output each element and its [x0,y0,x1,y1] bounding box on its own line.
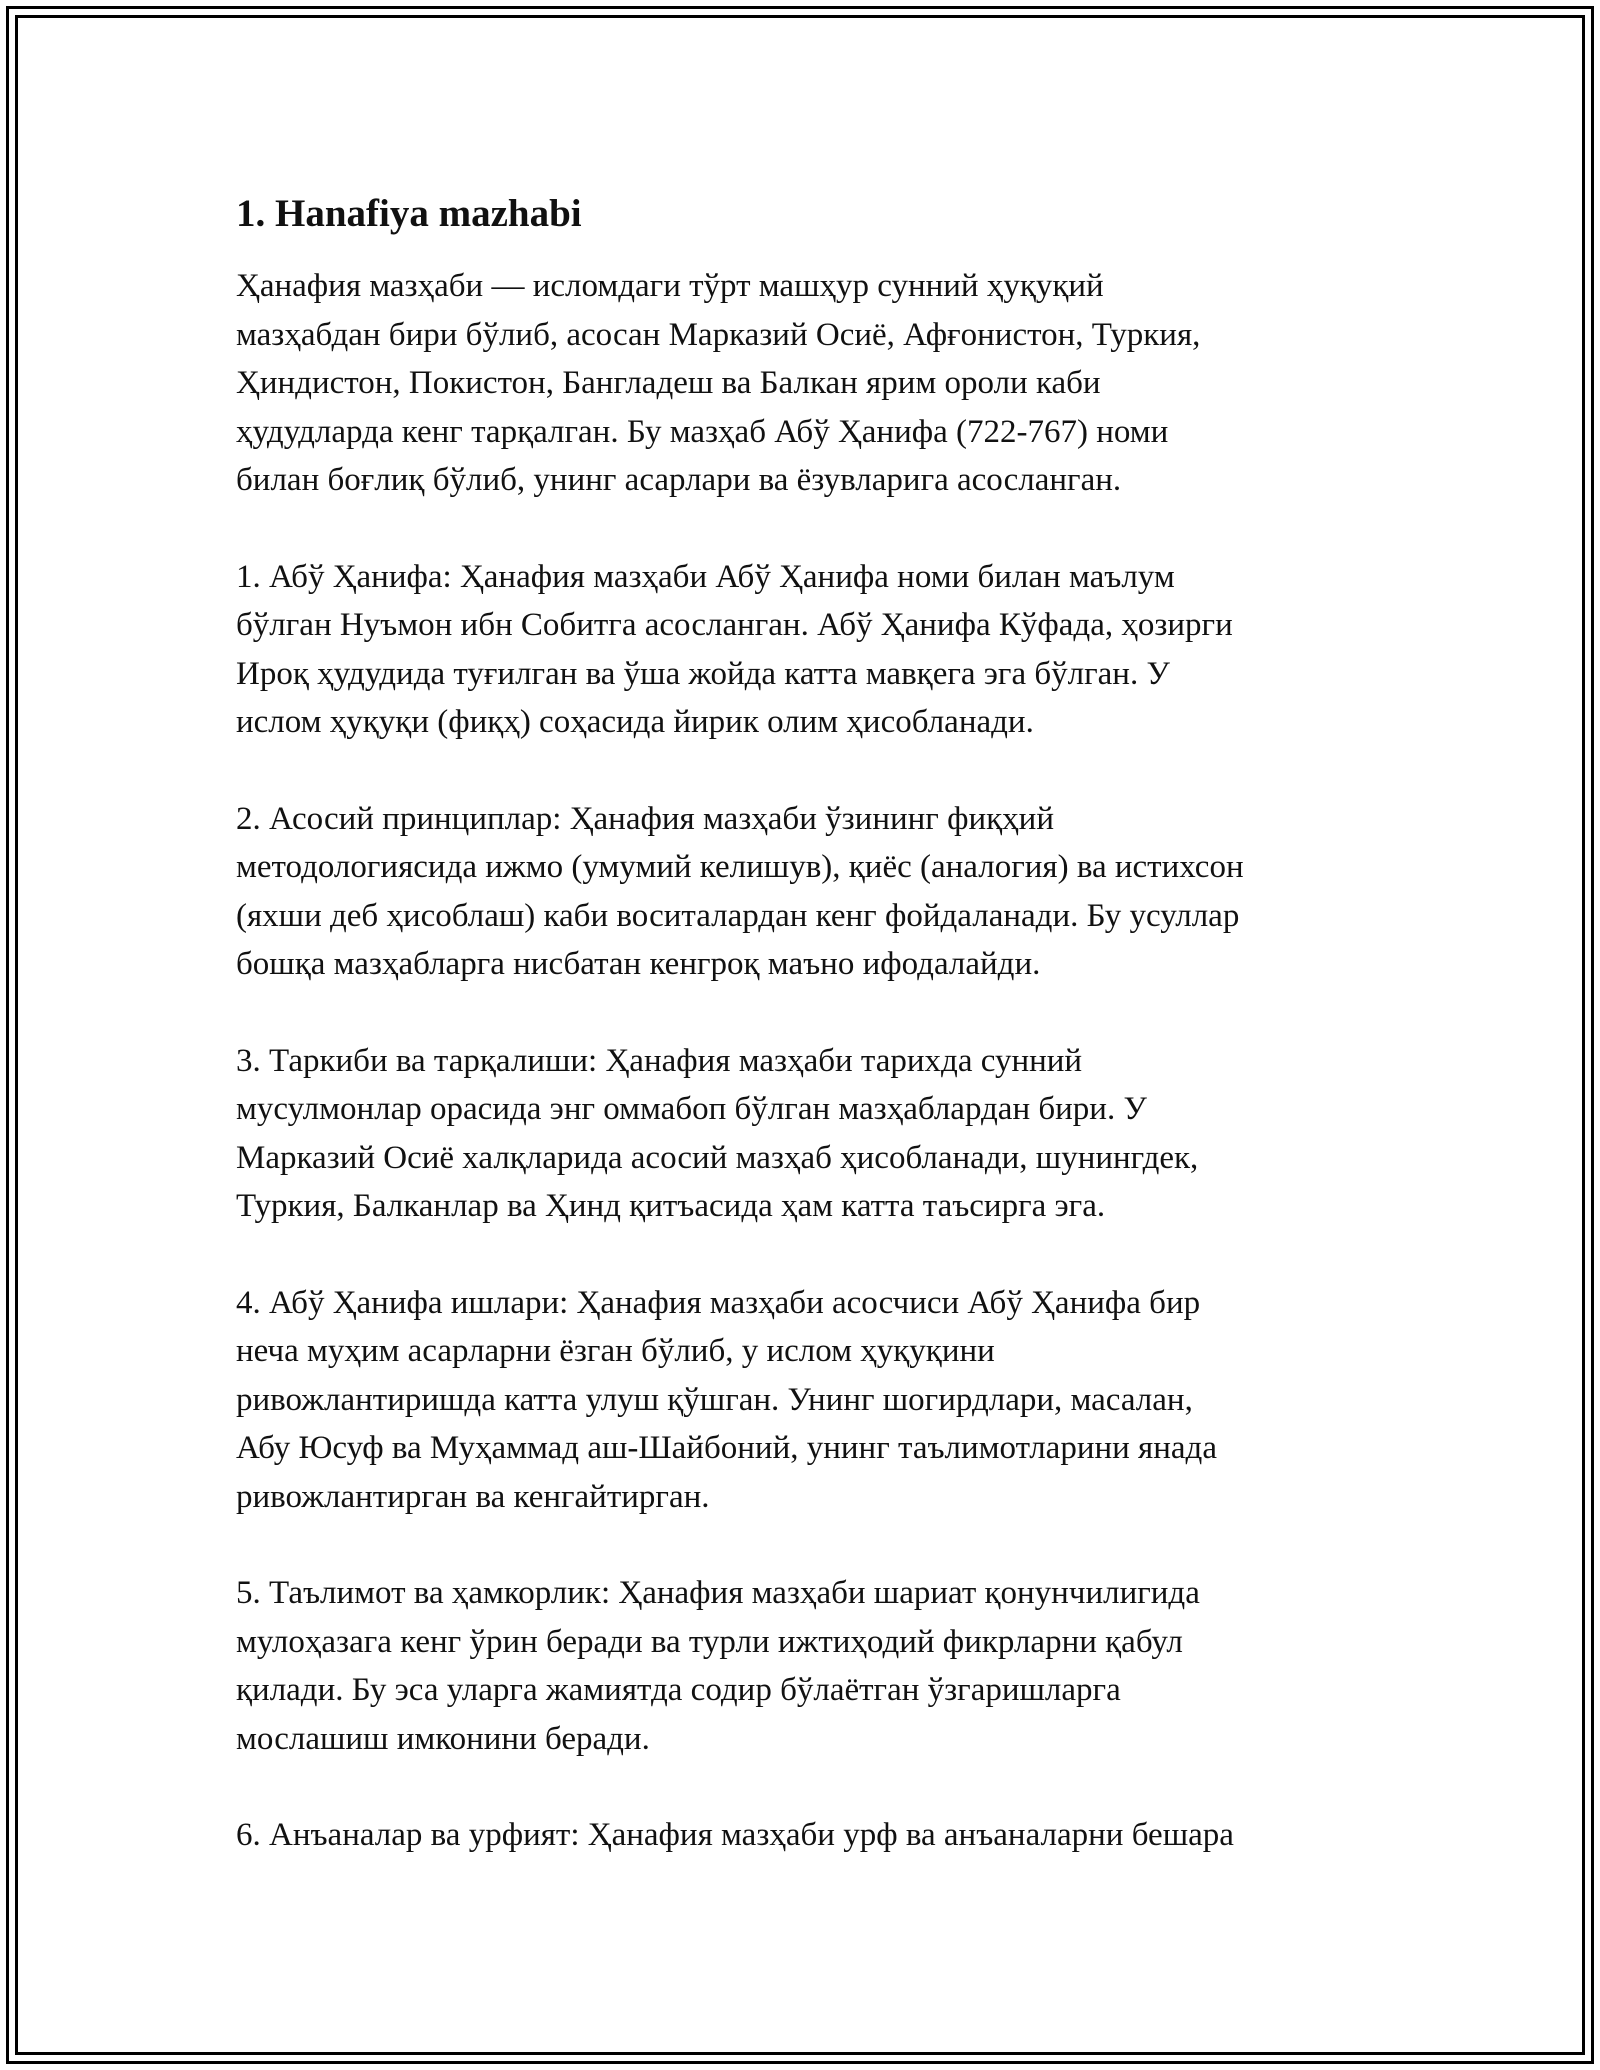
text-line: (яхши деб ҳисоблаш) каби воситалардан кенг фойдаланади. Бу усуллар [236,897,1240,934]
paragraph-works [236,1279,1386,1522]
text-line: мазҳабдан бири бўлиб, асосан Марказий Осиё, Афғонистон, Туркия, [236,316,1201,353]
paragraph-traditions [236,1811,1386,1860]
text-line: методологиясида ижмо (умумий келишув), қиёс (аналогия) ва истихсон [236,849,1244,885]
paragraph-spread [236,1037,1386,1231]
text-line: Марказий Осиё халқларида асосий мазҳаб ҳисобланади, шунингдек, [236,1139,1199,1176]
text-line: Туркия, Балканлар ва Ҳинд қитъасида ҳам катта таъсирга эга. [236,1188,1106,1224]
text-line: мусулмонлар орасида энг оммабоп бўлган мазҳаблардан бири. У [236,1091,1147,1127]
text-line: ислом ҳуқуқи (фиқҳ) соҳасида йирик олим ҳисобланади. [236,704,1034,740]
document-title: 1. Hanafiya mazhabi [236,192,582,235]
text-line: 4. Абў Ҳанифа ишлари: Ҳанафия мазҳаби асосчиси Абў Ҳанифа бир [236,1284,1201,1321]
text-line: 2. Асосий принциплар: Ҳанафия мазҳаби ўзининг фиқҳий [236,800,1054,837]
paragraph-principles [236,795,1386,989]
text-line: Абу Юсуф ва Муҳаммад аш-Шайбоний, унинг таълимотларини янада [236,1430,1217,1466]
text-line: неча муҳим асарларни ёзган бўлиб, у ислом ҳуқуқини [236,1333,995,1369]
text-line: 5. Таълимот ва ҳамкорлик: Ҳанафия мазҳаби шариат қонунчилигида [236,1575,1200,1611]
text-line: Ҳанафия мазҳаби — исломдаги тўрт машҳур сунний ҳуқуқий [236,268,1104,304]
text-line: 1. Абў Ҳанифа: Ҳанафия мазҳаби Абў Ҳанифа номи билан маълум [236,558,1175,595]
paragraph-intro [236,262,1386,505]
text-line: мулоҳазага кенг ўрин беради ва турли ижтиҳодий фикрларни қабул [236,1623,1183,1660]
text-line: ривожлантирган ва кенгайтирган. [236,1478,710,1515]
text-line: бўлган Нуъмон ибн Собитга асосланган. Абў Ҳанифа Кўфада, ҳозирги [236,607,1233,643]
text-line: қилади. Бу эса уларга жамиятда содир бўлаётган ўзгаришларга [236,1672,1121,1708]
paragraph-teaching [236,1569,1386,1763]
text-line: 3. Таркиби ва тарқалиши: Ҳанафия мазҳаби тарихда сунний [236,1042,1083,1079]
paragraph-abu-hanifa [236,553,1386,747]
text-line: Ҳиндистон, Покистон, Бангладеш ва Балкан ярим ороли каби [236,365,1101,401]
text-line: мослашиш имконини беради. [236,1720,650,1757]
text-line: 6. Анъаналар ва урфият: Ҳанафия мазҳаби урф ва анъаналарни бешара [236,1817,1234,1853]
text-line: Ироқ ҳудудида туғилган ва ўша жойда катта мавқега эга бўлган. У [236,655,1170,692]
text-line: бошқа мазҳабларга нисбатан кенгроқ маъно ифодалайди. [236,946,1041,982]
text-line: ривожлантиришда катта улуш қўшган. Унинг шогирдлари, масалан, [236,1381,1193,1418]
text-line: ҳудудларда кенг тарқалган. Бу мазҳаб Абў Ҳанифа (722-767) номи [236,413,1169,450]
text-line: билан боғлиқ бўлиб, унинг асарлари ва ёзувларига асосланган. [236,462,1122,498]
document-body [236,188,1386,1908]
